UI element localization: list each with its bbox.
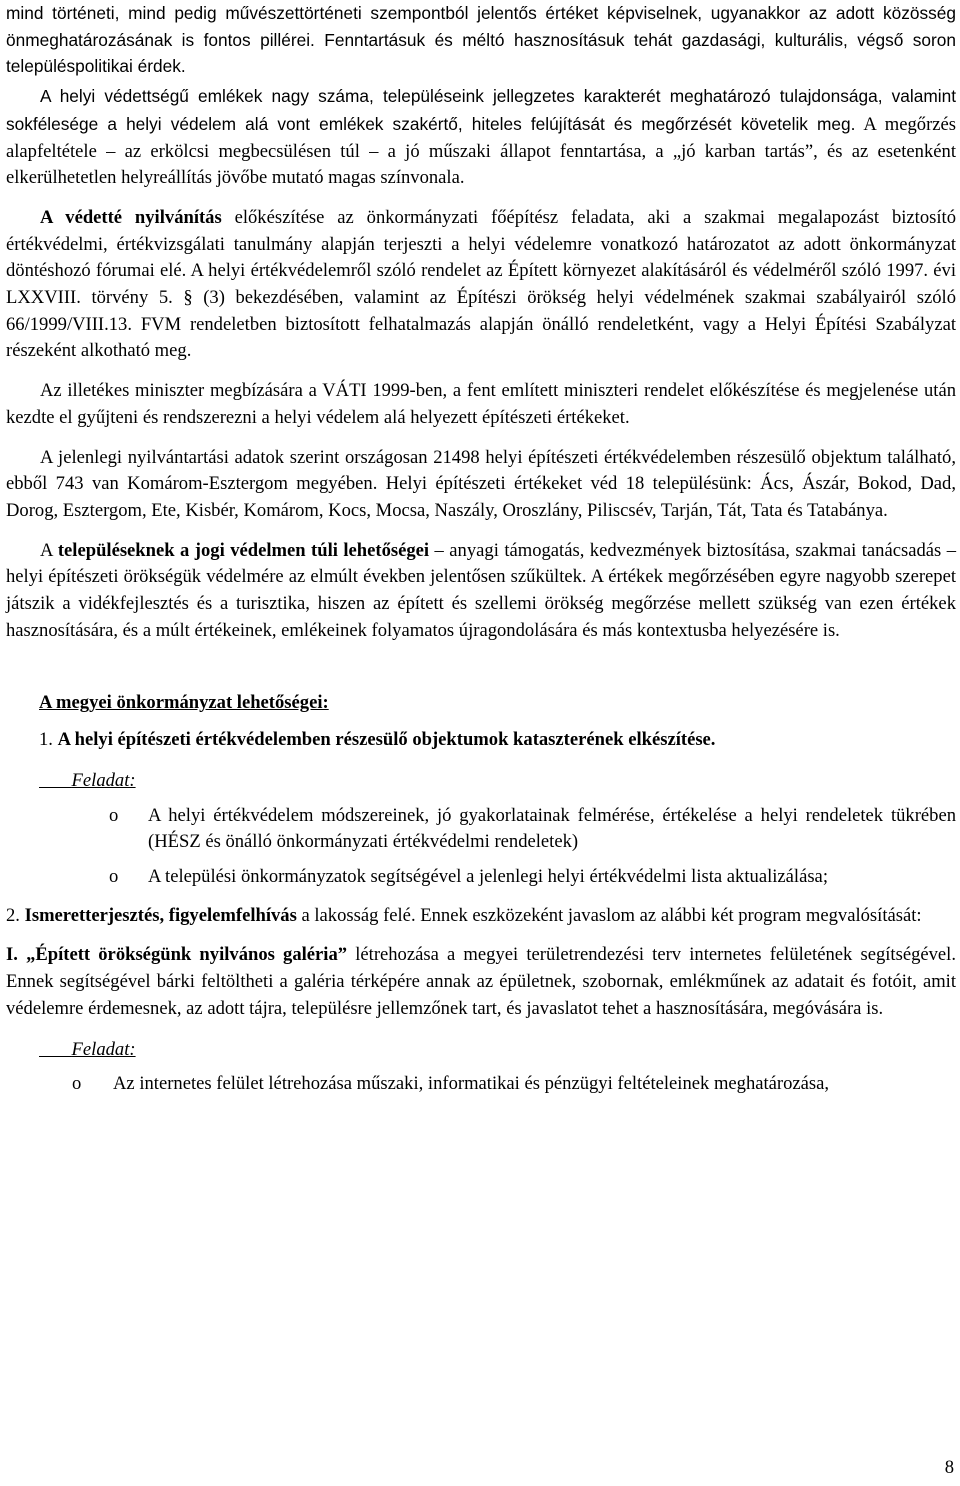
list-item (6, 864, 956, 891)
list-item (6, 803, 956, 856)
protected-monuments-text: A helyi védettségű emlékek nagy száma, településeink jellegzetes karakterét meghatározó tulajdonsága, valamint sokfélesége a helyi védelem alá vont emlékek szakértő, hiteles felújítását és megőrzését követelik meg. (6, 86, 956, 134)
item-1-number: 1. (39, 729, 58, 751)
declaration-bold: A védetté nyilvánítás (40, 206, 222, 228)
program-1-number: I. (6, 944, 27, 966)
task-text: Az internetes felület létrehozása műszaki, informatikai és pénzügyi feltételeinek meghatározása, (113, 1073, 830, 1095)
item-2-number: 2. (6, 904, 25, 926)
task-label-2 (39, 1037, 956, 1064)
item-1-title: A helyi építészeti értékvédelemben részesülő objektumok kataszterének elkészítése. (57, 729, 716, 751)
task-list-1 (6, 803, 956, 891)
vati-paragraph: Az illetékes miniszter megbízására a VÁTI 1999-ben, a fent említett miniszteri rendelet előkészítése és megjelenése után kezdte el gyűjteni és rendszerezni a helyi védelem alá helyezett építészeti értékeket. (6, 380, 956, 428)
declaration-paragraph (6, 205, 956, 365)
declaration-text: előkészítése az önkormányzati főépítész feladata, aki a szakmai megalapozást biztosító értékvédelmi, értékvizsgálati tanulmány alapján terjeszti a helyi védelemre vonatkozó határozatot az adott önkormányzat döntéshozó fórumai elé. A helyi értékvédelemről szóló rendelet az Épített környezet alakításáról és védelméről szóló 1997. évi LXXVIII. törvény 5. § (3) bekezdésében, valamint az Építészi örökség helyi védelmének szakmai szabályairól szóló 66/1999/VIII.13. FVM rendeletben biztosított felhatalmazás alapján önálló rendeletként, vagy a Helyi Építési Szabályzat részeként alkotható meg. (6, 206, 956, 362)
protected-monuments-paragraph (6, 83, 956, 192)
bullet-marker: o (72, 1073, 82, 1095)
task-text: A helyi értékvédelem módszereinek, jó gyakorlatainak felmérése, értékelése a helyi rendeletek tükrében (HÉSZ és önálló önkormányzati értékvédelmi rendeletek) (148, 804, 956, 853)
item-2-title: Ismeretterjesztés, figyelemfelhívás (24, 904, 297, 926)
item-1 (6, 727, 956, 754)
possibilities-text: – anyagi támogatás, kedvezmények biztosítása, szakmai tanácsadás – helyi építészeti örökségük védelmére az elmúlt években jelentősen szűkültek. A értékek megőrzésében egyre nagyobb szerepet játszik a vidékfejlesztés és a turisztika, hiszen az épített és szellemi örökség megőrzése mellett szükség van ezen értékek hasznosítására, és a múlt értékeinek, emlékeinek folyamatos újragondolására és más kontextusba helyezésére is. (6, 539, 956, 641)
task-label-2-text: Feladat: (71, 1038, 136, 1060)
list-item (6, 1071, 956, 1098)
statistics-paragraph: A jelenlegi nyilvántartási adatok szerint országosan 21498 helyi építészeti értékvédelemben részesülő objektum található, ebből 743 van Komárom-Esztergom megyében. Helyi építészeti értékeket véd 18 településünk: Ács, Ászár, Bokod, Dad, Dorog, Esztergom, Ete, Kisbér, Komárom, Kocs, Mocsa, Naszály, Oroszlány, Piliscsév, Tarján, Tát, Tata és Tatabánya. (6, 446, 956, 521)
bullet-marker: o (109, 865, 119, 887)
task-label-1-text: Feladat: (71, 769, 136, 791)
possibilities-bold: településeknek a jogi védelmen túli lehetőségei (57, 539, 430, 561)
document-page (6, 0, 956, 1106)
possibilities-paragraph (6, 538, 956, 645)
preservation-text: A megőrzés alapfeltétele – az erkölcsi megbecsülésen túl – a jó műszaki állapot fenntartása, a „jó karban tartás”, és az esetenként elkerülhetetlen helyreállítás jövőbe mutató magas színvonala. (6, 113, 957, 189)
page-number: 8 (944, 1457, 954, 1478)
intro-paragraph: mind történeti, mind pedig művészettörténeti szempontból jelentős értéket képviselnek, ugyanakkor az adott közösség önmeghatározásának is fontos pillérei. Fenntartásuk és méltó hasznosításuk tehát gazdasági, kulturális, végső soron településpolitikai érdek. (6, 3, 956, 77)
program-1-text: létrehozása a megyei területrendezési terv internetes felületének segítségével. Ennek segítségével bárki feltöltheti a galéria térképére annak az épületnek, szobornak, emlékműnek az adatait és fotóit, amit védelemre érdemesnek, az adott tájra, településre jellemzőnek tart, és javaslatot tehet a hasznosítására, megóvására is. (6, 944, 956, 1019)
bullet-marker: o (109, 804, 119, 826)
possibilities-prefix: A (40, 539, 58, 561)
task-text: A települési önkormányzatok segítségével a jelenlegi helyi értékvédelmi lista aktualizálása; (148, 865, 828, 887)
program-1 (6, 942, 956, 1022)
item-2 (6, 903, 956, 930)
section-heading: A megyei önkormányzat lehetőségei: (39, 692, 329, 714)
task-label-1 (39, 768, 956, 795)
task-list-2 (6, 1071, 956, 1098)
item-2-text: a lakosság felé. Ennek eszközeként javaslom az alábbi két program megvalósítását: (296, 904, 922, 926)
program-1-title: „Épített örökségünk nyilvános galéria” (26, 944, 348, 966)
